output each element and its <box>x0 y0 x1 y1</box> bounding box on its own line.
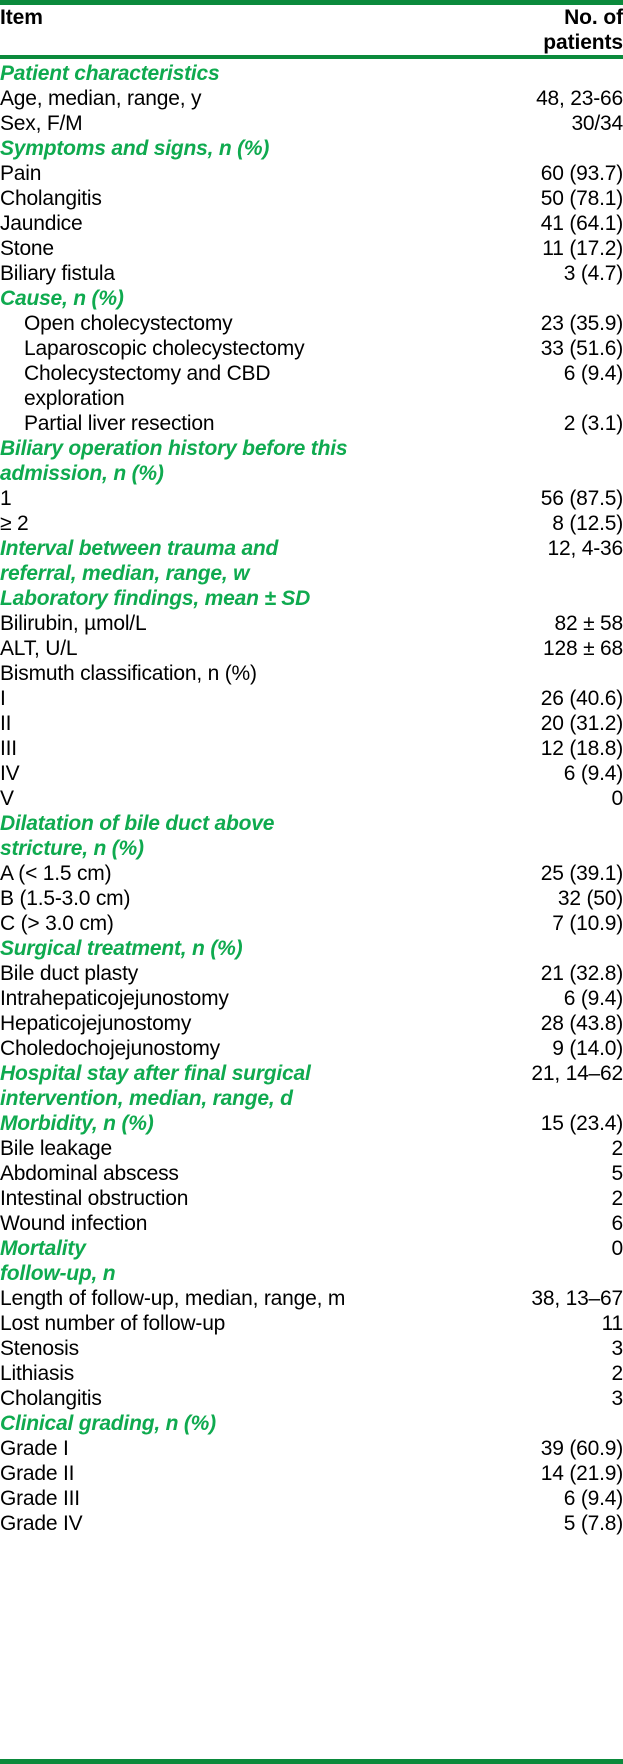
row-label: Length of follow-up, median, range, m <box>0 1287 346 1310</box>
row-label: Bile leakage <box>0 1137 113 1160</box>
row-section-label: Clinical grading, n (%) <box>0 1412 216 1435</box>
row-value <box>390 436 623 461</box>
row-value: 30/34 <box>571 112 623 135</box>
row-label: Stone <box>0 237 54 260</box>
row-label: Wound infection <box>0 1212 148 1235</box>
row-value: 2 <box>611 1362 623 1385</box>
table-row <box>0 486 623 511</box>
column-header-patients <box>390 5 623 55</box>
table-row <box>0 461 623 486</box>
row-value: 11 <box>601 1312 623 1335</box>
row-label: Biliary fistula <box>0 262 115 285</box>
row-value <box>390 386 623 411</box>
row-label: Open cholecystectomy <box>24 312 233 335</box>
table-row <box>0 1361 623 1386</box>
table-row <box>0 1286 623 1311</box>
row-value: 5 (7.8) <box>563 1512 623 1535</box>
row-section-label: referral, median, range, w <box>0 562 250 585</box>
row-label: Grade I <box>0 1437 69 1460</box>
row-value: 0 <box>611 1237 623 1260</box>
table-row <box>0 836 623 861</box>
row-label: Bile duct plasty <box>0 962 139 985</box>
column-header-patients-line2: patients <box>543 31 623 54</box>
row-value: 32 (50) <box>557 887 623 910</box>
table-row <box>0 861 623 886</box>
row-label: A (< 1.5 cm) <box>0 862 112 885</box>
row-value: 38, 13–67 <box>531 1287 623 1310</box>
table-row <box>0 1236 623 1261</box>
table-row <box>0 611 623 636</box>
row-label: Lost number of follow-up <box>0 1312 226 1335</box>
table-row <box>0 1261 623 1286</box>
table-row <box>0 286 623 311</box>
row-value: 11 (17.2) <box>542 237 623 260</box>
row-value: 3 <box>611 1387 623 1410</box>
table-row <box>0 411 623 436</box>
row-value: 2 (3.1) <box>563 412 623 435</box>
row-value: 25 (39.1) <box>540 862 623 885</box>
table-row <box>0 1411 623 1436</box>
table-row <box>0 586 623 611</box>
table-row <box>0 661 623 686</box>
row-section-label: stricture, n (%) <box>0 837 144 860</box>
row-label: Stenosis <box>0 1337 79 1360</box>
row-section-label: Morbidity, n (%) <box>0 1112 154 1135</box>
row-value: 15 (23.4) <box>540 1112 623 1135</box>
column-header-item: Item <box>0 6 43 29</box>
row-value: 21, 14–62 <box>531 1062 623 1085</box>
row-value: 7 (10.9) <box>552 912 623 935</box>
table-row <box>0 1061 623 1086</box>
table-row <box>0 386 623 411</box>
row-section-label: Surgical treatment, n (%) <box>0 937 243 960</box>
row-value <box>390 936 623 961</box>
row-label: Lithiasis <box>0 1362 75 1385</box>
row-label: Laparoscopic cholecystectomy <box>24 337 305 360</box>
row-label: ≥ 2 <box>0 512 29 535</box>
table-rows-container <box>0 61 623 1536</box>
row-label: Cholangitis <box>0 1387 102 1410</box>
column-header-patients-line1: No. of <box>564 6 623 29</box>
row-section-label: Interval between trauma and <box>0 537 279 560</box>
row-value <box>390 561 623 586</box>
table-row <box>0 111 623 136</box>
row-value: 6 <box>611 1212 623 1235</box>
row-section-label: admission, n (%) <box>0 462 164 485</box>
table-row <box>0 1386 623 1411</box>
table-row <box>0 1436 623 1461</box>
row-label: IV <box>0 762 20 785</box>
table-row <box>0 686 623 711</box>
row-section-label: Hospital stay after final surgical <box>0 1062 311 1085</box>
table-row <box>0 1136 623 1161</box>
table-row <box>0 311 623 336</box>
row-label: Bilirubin, µmol/L <box>0 612 147 635</box>
table-row <box>0 1511 623 1536</box>
row-label: Grade IV <box>0 1512 83 1535</box>
table-row <box>0 211 623 236</box>
table-row <box>0 61 623 86</box>
row-value: 41 (64.1) <box>540 212 623 235</box>
row-value: 0 <box>611 787 623 810</box>
row-value: 23 (35.9) <box>540 312 623 335</box>
row-value: 6 (9.4) <box>563 362 623 385</box>
row-section-label: Mortality <box>0 1237 86 1260</box>
table-row <box>0 236 623 261</box>
table-row <box>0 511 623 536</box>
row-value: 50 (78.1) <box>540 187 623 210</box>
row-label: B (1.5-3.0 cm) <box>0 887 131 910</box>
table-row <box>0 536 623 561</box>
row-value: 6 (9.4) <box>563 987 623 1010</box>
row-section-label: intervention, median, range, d <box>0 1087 293 1110</box>
table-row <box>0 811 623 836</box>
row-label: Cholecystectomy and CBD <box>24 362 271 385</box>
table-row <box>0 336 623 361</box>
table-row <box>0 1311 623 1336</box>
row-value: 60 (93.7) <box>540 162 623 185</box>
row-value <box>390 1261 623 1286</box>
table-row <box>0 1211 623 1236</box>
row-value <box>390 1086 623 1111</box>
row-value: 9 (14.0) <box>552 1037 623 1060</box>
row-section-label: Patient characteristics <box>0 62 220 85</box>
row-label: V <box>0 787 14 810</box>
table-row <box>0 161 623 186</box>
row-value: 82 ± 58 <box>554 612 623 635</box>
row-value <box>390 586 623 611</box>
row-value: 48, 23-66 <box>536 87 623 110</box>
row-label: Jaundice <box>0 212 83 235</box>
row-value: 3 (4.7) <box>563 262 623 285</box>
row-value <box>390 136 623 161</box>
row-value: 39 (60.9) <box>540 1437 623 1460</box>
table-row <box>0 1086 623 1111</box>
row-label: Partial liver resection <box>24 412 215 435</box>
table-row <box>0 1336 623 1361</box>
row-label: III <box>0 737 17 760</box>
row-label: Grade III <box>0 1487 80 1510</box>
table-row <box>0 636 623 661</box>
table-row <box>0 1461 623 1486</box>
row-value: 28 (43.8) <box>540 1012 623 1035</box>
table-row <box>0 86 623 111</box>
table-row <box>0 711 623 736</box>
row-value <box>390 811 623 836</box>
table-row <box>0 436 623 461</box>
row-value <box>390 1411 623 1436</box>
row-value <box>390 836 623 861</box>
row-value: 2 <box>611 1137 623 1160</box>
row-value <box>390 286 623 311</box>
table-row <box>0 361 623 386</box>
row-label: exploration <box>24 387 125 410</box>
header-table <box>0 5 623 55</box>
table-header-row <box>0 5 623 55</box>
row-label: ALT, U/L <box>0 637 78 660</box>
row-section-label: Cause, n (%) <box>0 287 124 310</box>
row-label: Bismuth classification, n (%) <box>0 662 257 685</box>
table-row <box>0 1036 623 1061</box>
table-row <box>0 911 623 936</box>
row-label: 1 <box>0 487 12 510</box>
row-label: II <box>0 712 12 735</box>
table-row <box>0 1186 623 1211</box>
row-value: 33 (51.6) <box>540 337 623 360</box>
row-value: 12 (18.8) <box>540 737 623 760</box>
row-value: 56 (87.5) <box>540 487 623 510</box>
row-label: I <box>0 687 6 710</box>
row-value: 12, 4-36 <box>547 537 623 560</box>
row-label: Pain <box>0 162 42 185</box>
row-value: 6 (9.4) <box>563 762 623 785</box>
table-row <box>0 261 623 286</box>
row-value: 5 <box>611 1162 623 1185</box>
table-row <box>0 186 623 211</box>
table-row <box>0 986 623 1011</box>
row-section-label: Laboratory findings, mean ± SD <box>0 587 311 610</box>
table-row <box>0 736 623 761</box>
table-row <box>0 1011 623 1036</box>
table-body <box>0 61 623 1536</box>
table-row <box>0 1111 623 1136</box>
table-row <box>0 961 623 986</box>
table-body-wrapper <box>0 59 623 1536</box>
row-value: 8 (12.5) <box>552 512 623 535</box>
row-section-label: follow-up, n <box>0 1262 116 1285</box>
row-section-label: Dilatation of bile duct above <box>0 812 275 835</box>
row-label: C (> 3.0 cm) <box>0 912 114 935</box>
table-row <box>0 1486 623 1511</box>
table-row <box>0 786 623 811</box>
row-value: 20 (31.2) <box>540 712 623 735</box>
row-value <box>390 61 623 86</box>
row-label: Intrahepaticojejunostomy <box>0 987 229 1010</box>
row-value: 6 (9.4) <box>563 1487 623 1510</box>
table-row <box>0 561 623 586</box>
row-section-label: Biliary operation history before this <box>0 437 348 460</box>
table-row <box>0 136 623 161</box>
table-row <box>0 886 623 911</box>
row-value: 128 ± 68 <box>543 637 623 660</box>
row-label: Grade II <box>0 1462 75 1485</box>
row-label: Sex, F/M <box>0 112 83 135</box>
table-row <box>0 936 623 961</box>
table-row <box>0 1161 623 1186</box>
row-value: 21 (32.8) <box>540 962 623 985</box>
row-label: Choledochojejunostomy <box>0 1037 220 1060</box>
table-bottom-rule <box>0 1759 623 1764</box>
table-row <box>0 761 623 786</box>
row-value: 14 (21.9) <box>540 1462 623 1485</box>
row-label: Cholangitis <box>0 187 102 210</box>
row-label: Abdominal abscess <box>0 1162 179 1185</box>
row-value: 26 (40.6) <box>540 687 623 710</box>
row-section-label: Symptoms and signs, n (%) <box>0 137 270 160</box>
row-value <box>390 661 623 686</box>
row-value: 2 <box>611 1187 623 1210</box>
row-label: Intestinal obstruction <box>0 1187 189 1210</box>
row-value <box>390 461 623 486</box>
row-label: Age, median, range, y <box>0 87 202 110</box>
row-label: Hepaticojejunostomy <box>0 1012 192 1035</box>
row-value: 3 <box>611 1337 623 1360</box>
